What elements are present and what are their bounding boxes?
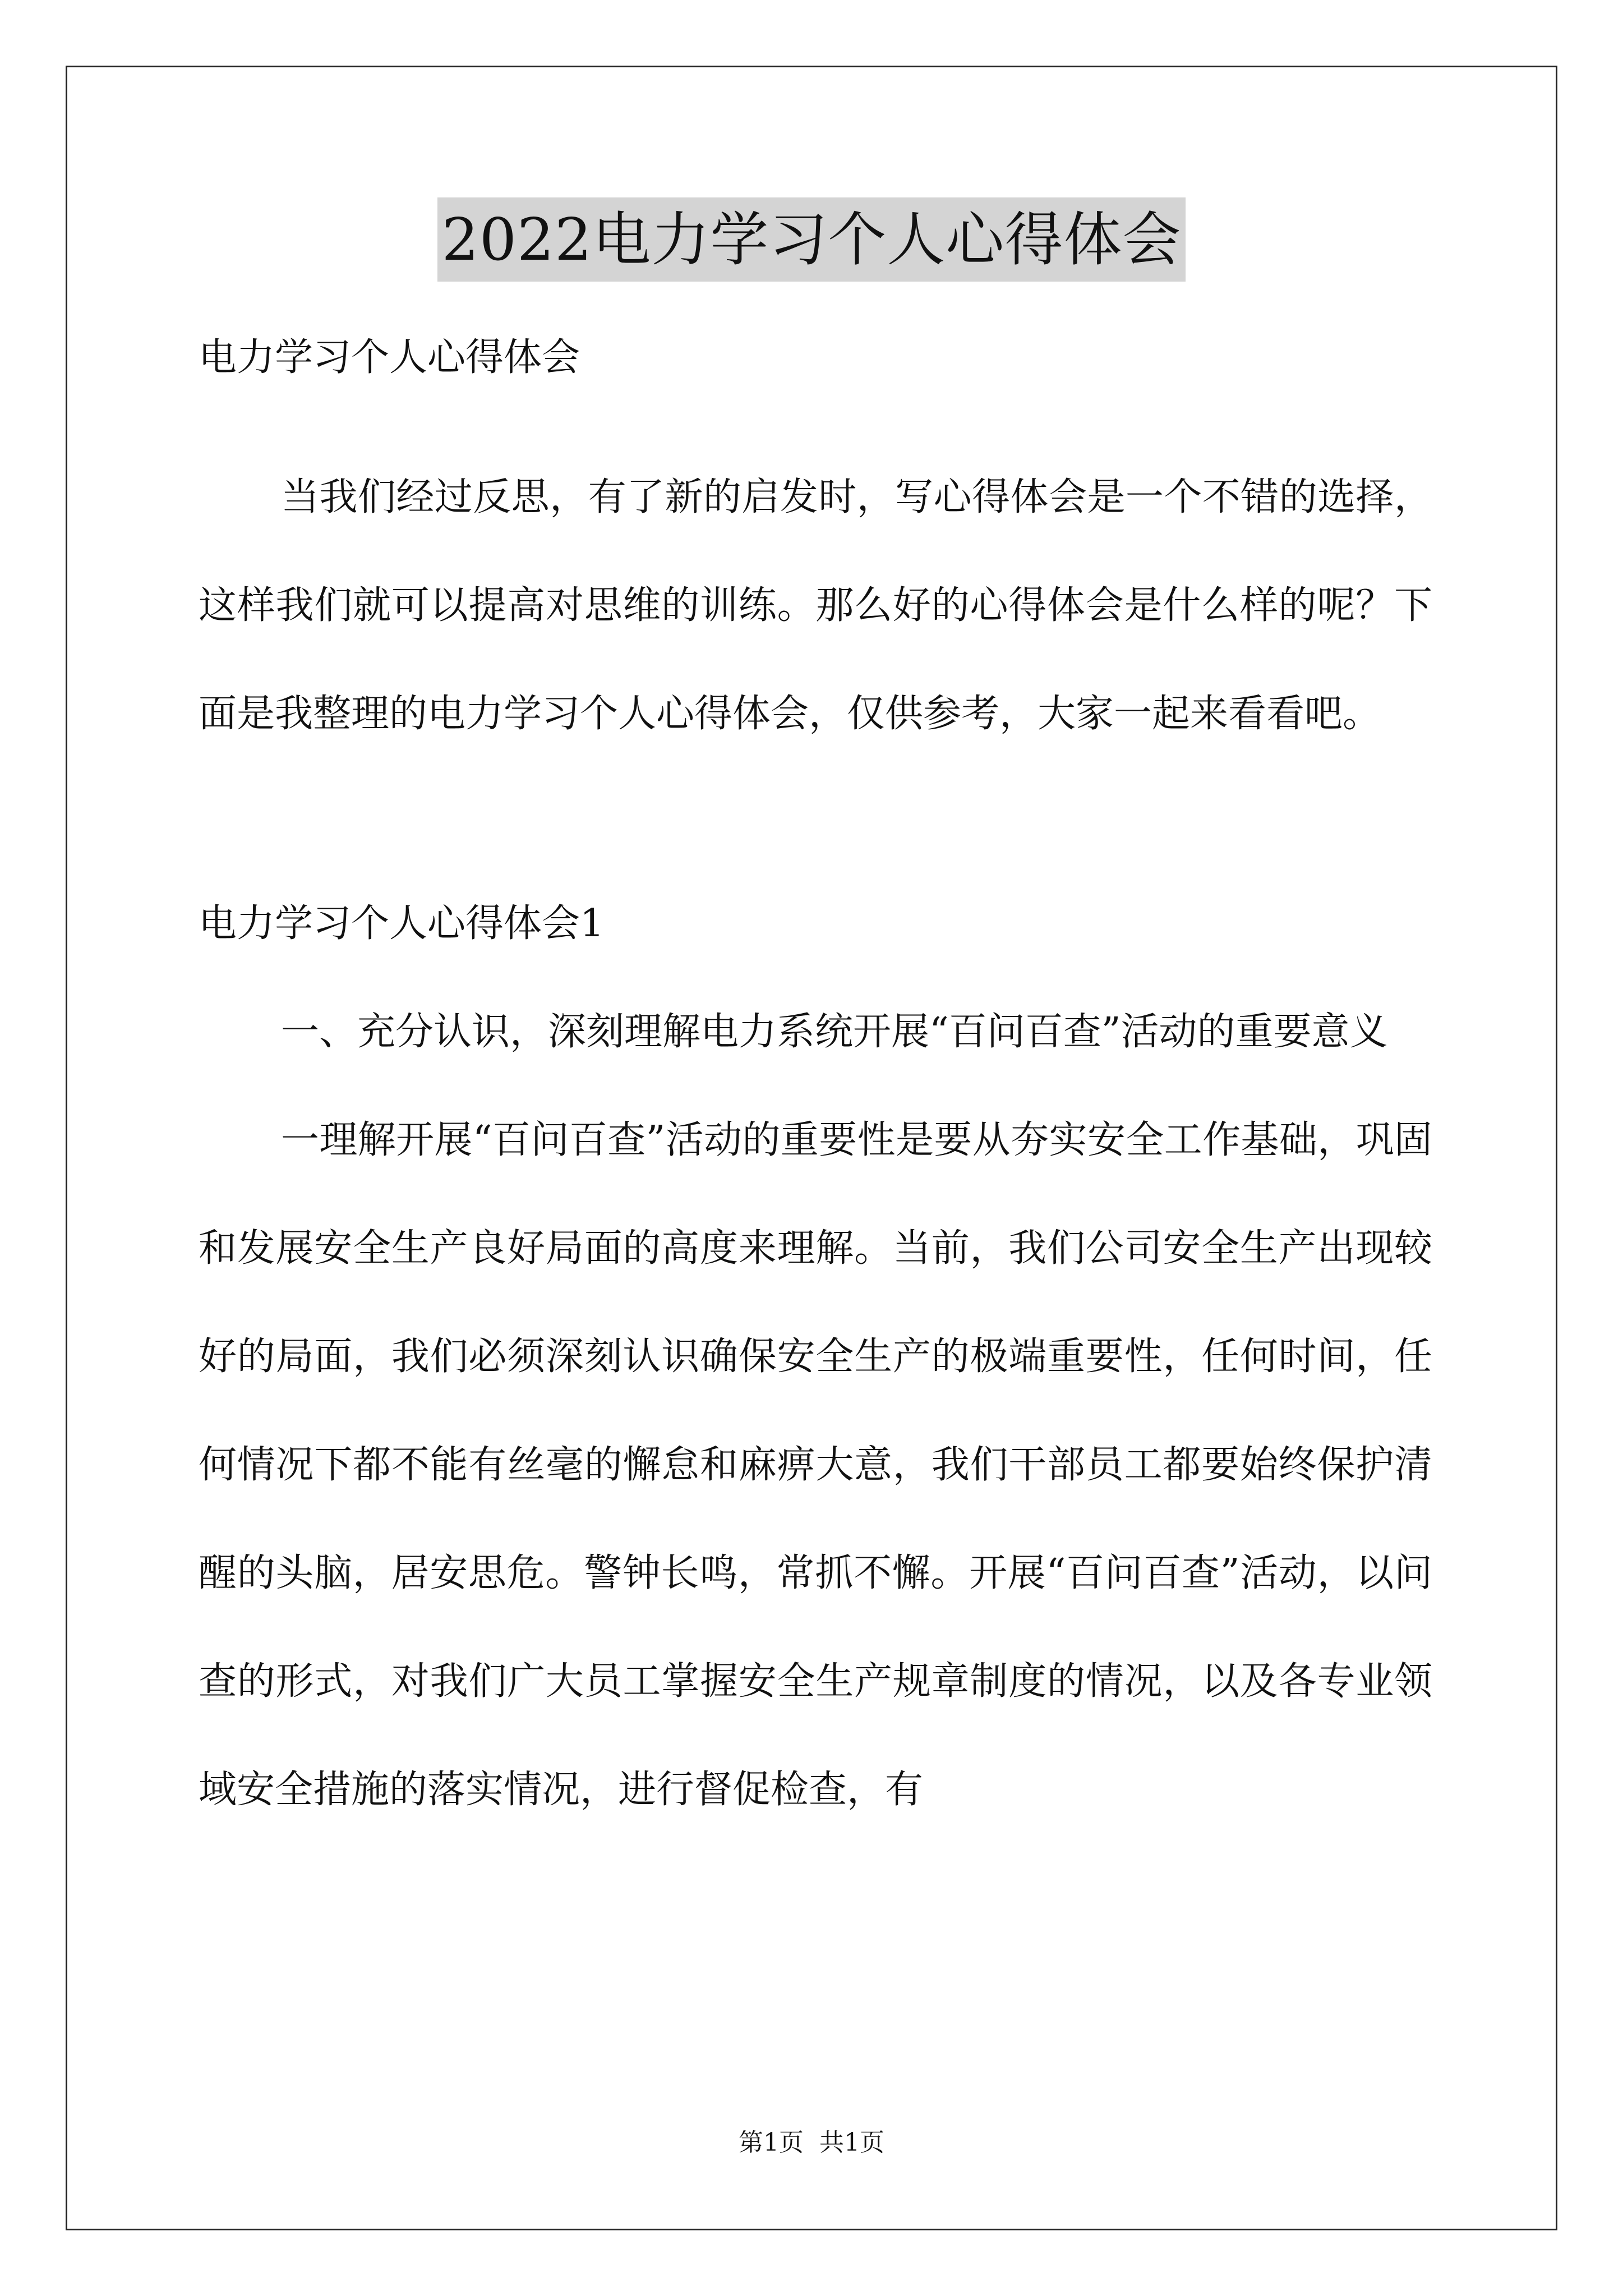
section-paragraph-2: 一理解开展“百问百查”活动的重要性是要从夯实安全工作基础，巩固和发展安全生产良好局面的高度来理解。当前，我们公司安全生产出现较好的局面，我们必须深刻认识确保安全生产的极端重要性，任何时间，任何情况下都不能有丝毫的懈怠和麻痹大意，我们干部员工都要始终保护清醒的头脑，居安思危。警钟长鸣，常抓不懈。开展“百问百查”活动，以问查的形式，对我们广大员工掌握安全生产规章制度的情况，以及各专业领域安全措施的落实情况，进行督促检查，有 [199, 1118, 1432, 1812]
document-body [199, 335, 1432, 1844]
document-title: 2022电力学习个人心得体会 [437, 197, 1186, 282]
section-paragraph-1: 一、充分认识，深刻理解电力系统开展“百问百查”活动的重要意义 [281, 1010, 1388, 1054]
page-number-total: 共1页 [819, 2128, 884, 2157]
page-footer [0, 2126, 1623, 2160]
document-subtitle: 电力学习个人心得体会 [199, 335, 580, 380]
title-container [0, 197, 1623, 282]
intro-paragraph: 当我们经过反思，有了新的启发时，写心得体会是一个不错的选择，这样我们就可以提高对思维的训练。那么好的心得体会是什么样的呢？下面是我整理的电力学习个人心得体会，仅供参考，大家一起来看看吧。 [199, 475, 1432, 736]
section-heading: 电力学习个人心得体会1 [199, 901, 605, 946]
page-number-current: 第1页 [739, 2128, 804, 2157]
